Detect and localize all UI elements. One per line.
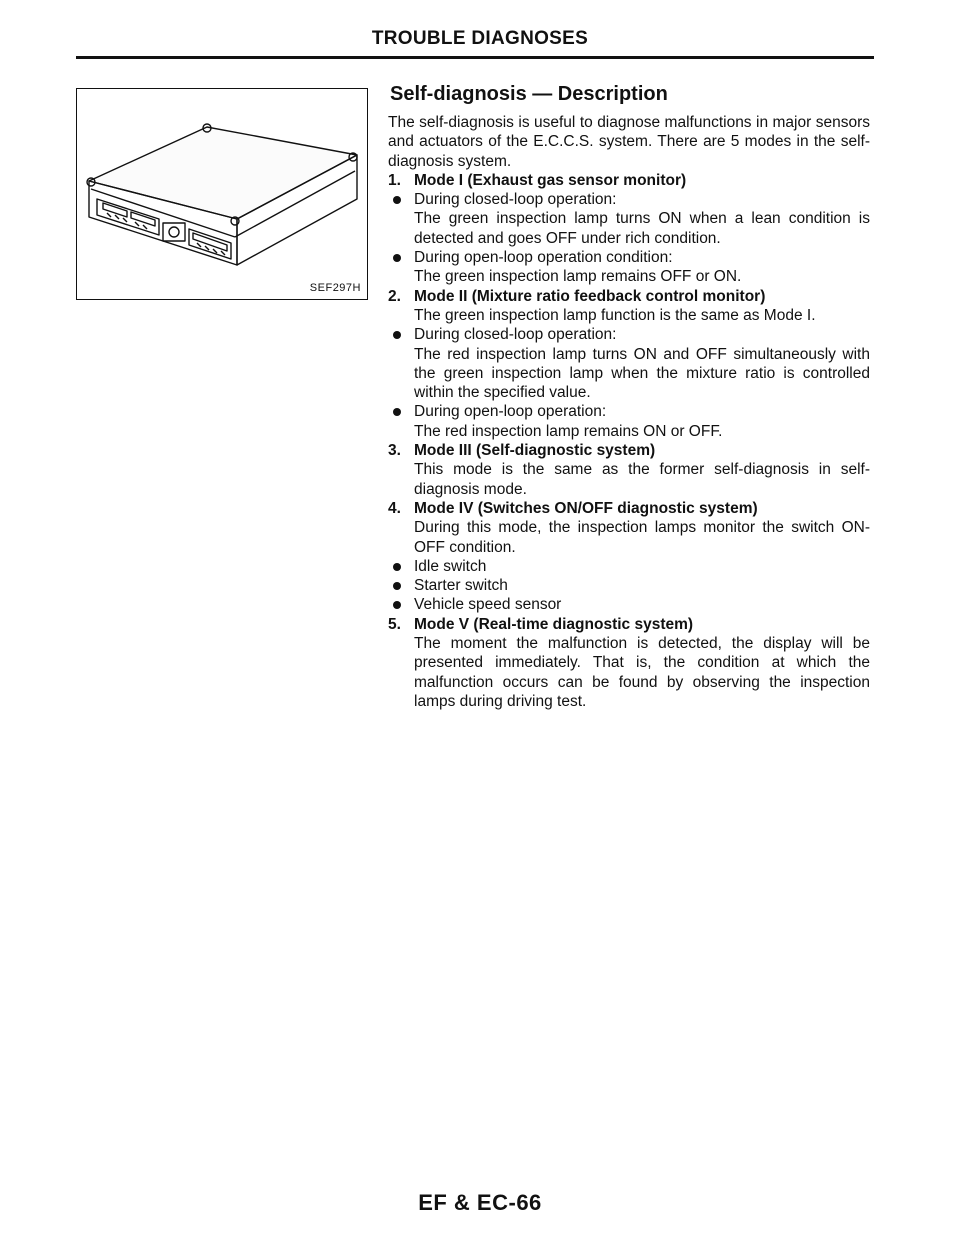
list-item [388, 325, 870, 344]
mode-description: This mode is the same as the former self-diagnosis in self-diagnosis mode. [414, 461, 870, 498]
list-item [388, 557, 870, 576]
list-item [388, 248, 870, 267]
mode-title: Mode II (Mixture ratio feedback control monitor) [414, 287, 766, 305]
figure-code-label: SEF297H [309, 282, 361, 294]
bullet-detail: The red inspection lamp turns ON and OFF simultaneously with the green inspection lamp when the mixture ratio is controlled within the specified value. [414, 345, 870, 402]
mode-number: 1. [388, 171, 401, 189]
bullet-label: During closed-loop operation: [414, 191, 617, 209]
mode-title: Mode I (Exhaust gas sensor monitor) [414, 171, 687, 189]
switch-item: Vehicle speed sensor [414, 596, 562, 614]
list-item [388, 190, 870, 209]
mode-number: 2. [388, 287, 401, 305]
mode-title: Mode III (Self-diagnostic system) [414, 442, 656, 460]
mode-number: 5. [388, 615, 401, 633]
ecu-figure [76, 88, 368, 300]
bullet-icon [388, 325, 414, 344]
page-number: EF & EC-66 [418, 1190, 542, 1215]
bullet-detail: The red inspection lamp remains ON or OFF. [414, 422, 723, 440]
mode-description: The moment the malfunction is detected, the display will be presented immediately. That is, the condition at which the malfunction occurs can be found by observing the inspection lamps during driving test. [414, 635, 870, 710]
mode-number: 4. [388, 499, 401, 517]
list-item [388, 402, 870, 421]
ecu-unit-illustration [77, 89, 367, 299]
bullet-icon [388, 248, 414, 267]
mode-3-heading [388, 441, 870, 460]
switch-item: Idle switch [414, 557, 487, 575]
mode-2-heading [388, 287, 870, 306]
section-title: Self-diagnosis — Description [390, 83, 668, 105]
list-item [388, 576, 870, 595]
bullet-icon [388, 190, 414, 209]
bullet-detail: The green inspection lamp turns ON when a lean condition is detected and goes OFF under rich condition. [414, 210, 870, 247]
mode-description: The green inspection lamp function is the same as Mode I. [414, 306, 816, 324]
mode-description: During this mode, the inspection lamps monitor the switch ON-OFF condition. [414, 519, 870, 556]
main-content [388, 82, 870, 711]
list-item [388, 595, 870, 614]
bullet-icon [388, 576, 414, 595]
mode-title: Mode IV (Switches ON/OFF diagnostic system) [414, 499, 758, 517]
bullet-label: During open-loop operation condition: [414, 249, 673, 267]
bullet-icon [388, 402, 414, 421]
bullet-icon [388, 557, 414, 576]
header-rule [76, 56, 874, 59]
mode-1-heading [388, 171, 870, 190]
bullet-label: During open-loop operation: [414, 403, 607, 421]
mode-title: Mode V (Real-time diagnostic system) [414, 615, 694, 633]
mode-5-heading [388, 615, 870, 634]
bullet-label: During closed-loop operation: [414, 326, 617, 344]
intro-paragraph: The self-diagnosis is useful to diagnose malfunctions in major sensors and actuators of the E.C.C.S. system. There are 5 modes in the self-diagnosis system. [388, 114, 870, 170]
switch-item: Starter switch [414, 577, 508, 595]
mode-number: 3. [388, 442, 401, 460]
bullet-detail: The green inspection lamp remains OFF or ON. [414, 268, 742, 286]
mode-4-heading [388, 499, 870, 518]
page-header-title: TROUBLE DIAGNOSES [371, 28, 589, 49]
bullet-icon [388, 595, 414, 614]
